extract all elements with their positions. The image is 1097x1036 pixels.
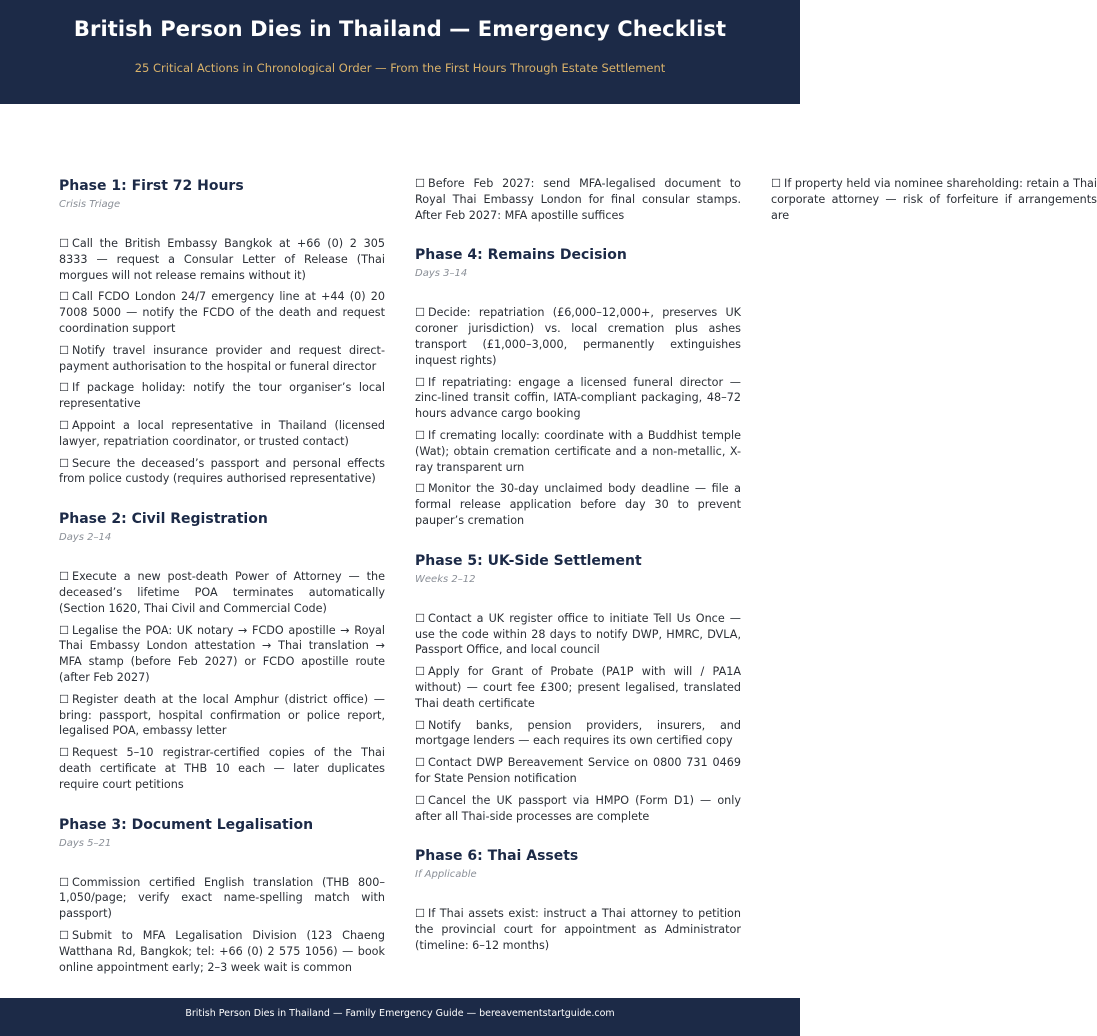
item-text: Monitor the 30-day unclaimed body deadline — file a formal release application before day 30 to prevent pauper’s cremation (415, 482, 741, 527)
phase-timeframe: Weeks 2–12 (415, 573, 476, 585)
checklist-item (59, 623, 385, 686)
phase-title: Phase 1: First 72 Hours (59, 178, 244, 194)
item-text: Legalise the POA: UK notary → FCDO apostille → Royal Thai Embassy London attestation → Thai translation → MFA stamp (before Feb 2027) or FCDO apostille route (after Feb 2027) (59, 623, 385, 684)
phase-5 (415, 551, 741, 825)
phase-2 (59, 509, 385, 792)
checklist-item (59, 343, 385, 375)
checkbox-icon: ☐ (59, 623, 70, 637)
checklist-item (415, 481, 741, 528)
checklist-item (59, 569, 385, 616)
checklist-item (415, 906, 741, 953)
checklist-item (415, 664, 741, 711)
item-text: If property held via nominee shareholding: retain a Thai corporate attorney — risk of forfeiture if arrangements are (771, 177, 1097, 222)
phase-timeframe: Days 2–14 (59, 532, 112, 544)
checkbox-icon: ☐ (59, 875, 70, 889)
checklist-item (59, 928, 385, 975)
item-text: Call FCDO London 24/7 emergency line at +44 (0) 20 7008 5000 — notify the FCDO of the death and request coordination support (59, 290, 385, 335)
checkbox-icon: ☐ (415, 177, 426, 190)
phase-title: Phase 2: Civil Registration (59, 511, 268, 528)
checkbox-icon: ☐ (415, 482, 426, 496)
page-subtitle: 25 Critical Actions in Chronological Order — From the First Hours Through Estate Settlement (134, 61, 666, 75)
phase-timeframe: Crisis Triage (59, 199, 121, 210)
item-text: Secure the deceased’s passport and personal effects from police custody (requires authorised representative) (59, 456, 385, 486)
item-text: If cremating locally: coordinate with a Buddhist temple (Wat); obtain cremation certificate and a non-metallic, X-ray transparent urn (415, 428, 741, 474)
checklist-item (59, 236, 385, 283)
checklist-item (59, 745, 385, 792)
item-text: Notify banks, pension providers, insurers, and mortgage lenders — each requires its own certified copy (415, 718, 741, 748)
item-text: Decide: repatriation (£6,000–12,000+, preserves UK coroner jurisdiction) vs. local cremation plus ashes transport (£1,000–3,000, permanently extinguishes inquest rights) (415, 306, 741, 367)
checklist-item (59, 289, 385, 336)
item-text: Before Feb 2027: send MFA-legalised document to Royal Thai Embassy London for final consular stamps. After Feb 2027: MFA apostille suffices (415, 177, 741, 222)
footer-text: British Person Dies in Thailand — Family Emergency Guide — bereavementstartguide.com (185, 1008, 615, 1019)
phase-timeframe: If Applicable (415, 869, 477, 881)
phase-4 (415, 245, 741, 528)
checkbox-icon: ☐ (59, 570, 70, 584)
checkbox-icon: ☐ (59, 928, 70, 942)
checklist-item (415, 176, 741, 223)
checklist-item (59, 875, 385, 922)
item-text: If repatriating: engage a licensed funeral director — zinc-lined transit coffin, IATA-compliant packaging, 48–72 hours advance cargo booking (415, 375, 741, 421)
checklist-item (415, 755, 741, 787)
item-text: Contact a UK register office to initiate Tell Us Once — use the code within 28 days to notify DWP, HMRC, DVLA, Passport Office, and local council (415, 611, 741, 657)
item-text: Appoint a local representative in Thailand (licensed lawyer, repatriation coordinator, or trusted contact) (59, 418, 385, 448)
checkbox-icon: ☐ (415, 665, 426, 679)
checkbox-icon: ☐ (415, 428, 426, 442)
item-text: Contact DWP Bereavement Service on 0800 731 0469 for State Pension notification (415, 756, 741, 785)
item-text: Call the British Embassy Bangkok at +66 (0) 2 305 8333 — request a Consular Letter of Release (Thai morgues will not release remains without it) (59, 237, 385, 282)
item-text: Commission certified English translation (THB 800–1,050/page; verify exact name-spelling match with passport) (59, 875, 385, 921)
checkbox-icon: ☐ (415, 907, 426, 921)
checklist-item (771, 176, 1097, 223)
phase-title: Phase 4: Remains Decision (415, 247, 627, 264)
item-text: Submit to MFA Legalisation Division (123 Chaeng Watthana Rd, Bangkok; tel: +66 (0) 2 575 1056) — book online appointment early; 2–3 week wait is common (59, 928, 385, 974)
item-text: If Thai assets exist: instruct a Thai attorney to petition the provincial court for appointment as Administrator (timeline: 6–12 months) (415, 907, 741, 952)
checkbox-icon: ☐ (59, 381, 70, 395)
item-text: Register death at the local Amphur (district office) — bring: passport, hospital confirmation or police report, legalised POA, embassy letter (59, 692, 385, 738)
checkbox-icon: ☐ (59, 290, 70, 304)
phase-timeframe: Days 5–21 (59, 837, 112, 849)
checkbox-icon: ☐ (59, 418, 70, 432)
item-text: Request 5–10 registrar-certified copies of the Thai death certificate at THB 10 each — later duplicates require court petitions (59, 746, 385, 791)
checkbox-icon: ☐ (415, 718, 426, 732)
item-text: Apply for Grant of Probate (PA1P with will / PA1A without) — court fee £300; present legalised, translated Thai death certificate (415, 665, 741, 710)
checklist-columns (59, 176, 1097, 988)
checkbox-icon: ☐ (59, 237, 70, 250)
phase-title: Phase 3: Document Legalisation (59, 816, 314, 833)
checklist-item (415, 305, 741, 368)
checklist-item (415, 611, 741, 658)
checkbox-icon: ☐ (415, 756, 426, 770)
checkbox-icon: ☐ (415, 306, 426, 320)
item-text: If package holiday: notify the tour organiser’s local representative (59, 381, 385, 411)
checklist-item (59, 418, 385, 450)
checklist-item (59, 456, 385, 488)
page-footer (0, 998, 800, 1036)
checkbox-icon: ☐ (59, 343, 70, 357)
checkbox-icon: ☐ (59, 456, 70, 470)
checkbox-icon: ☐ (415, 611, 426, 625)
checklist-item (415, 375, 741, 422)
page-header (0, 0, 800, 104)
item-text: Cancel the UK passport via HMPO (Form D1) — only after all Thai-side processes are complete (415, 793, 741, 823)
checklist-item (59, 380, 385, 412)
phase-title: Phase 5: UK-Side Settlement (415, 552, 642, 569)
page-title: British Person Dies in Thailand — Emergency Checklist (73, 17, 727, 41)
checkbox-icon: ☐ (415, 793, 426, 807)
checkbox-icon: ☐ (59, 746, 70, 760)
item-text: Execute a new post-death Power of Attorney — the deceased’s lifetime POA terminates automatically (Section 1620, Thai Civil and Commercial Code) (59, 570, 385, 615)
phase-title: Phase 6: Thai Assets (415, 848, 579, 865)
checkbox-icon: ☐ (59, 692, 70, 706)
phase-1 (59, 176, 385, 487)
checkbox-icon: ☐ (415, 375, 426, 389)
checklist-item (415, 793, 741, 825)
checklist-item (415, 428, 741, 475)
checklist-item (415, 718, 741, 750)
checklist-item (59, 692, 385, 739)
checkbox-icon: ☐ (771, 177, 782, 190)
item-text: Notify travel insurance provider and request direct-payment authorisation to the hospital or funeral director (59, 343, 385, 373)
phase-timeframe: Days 3–14 (415, 268, 468, 280)
